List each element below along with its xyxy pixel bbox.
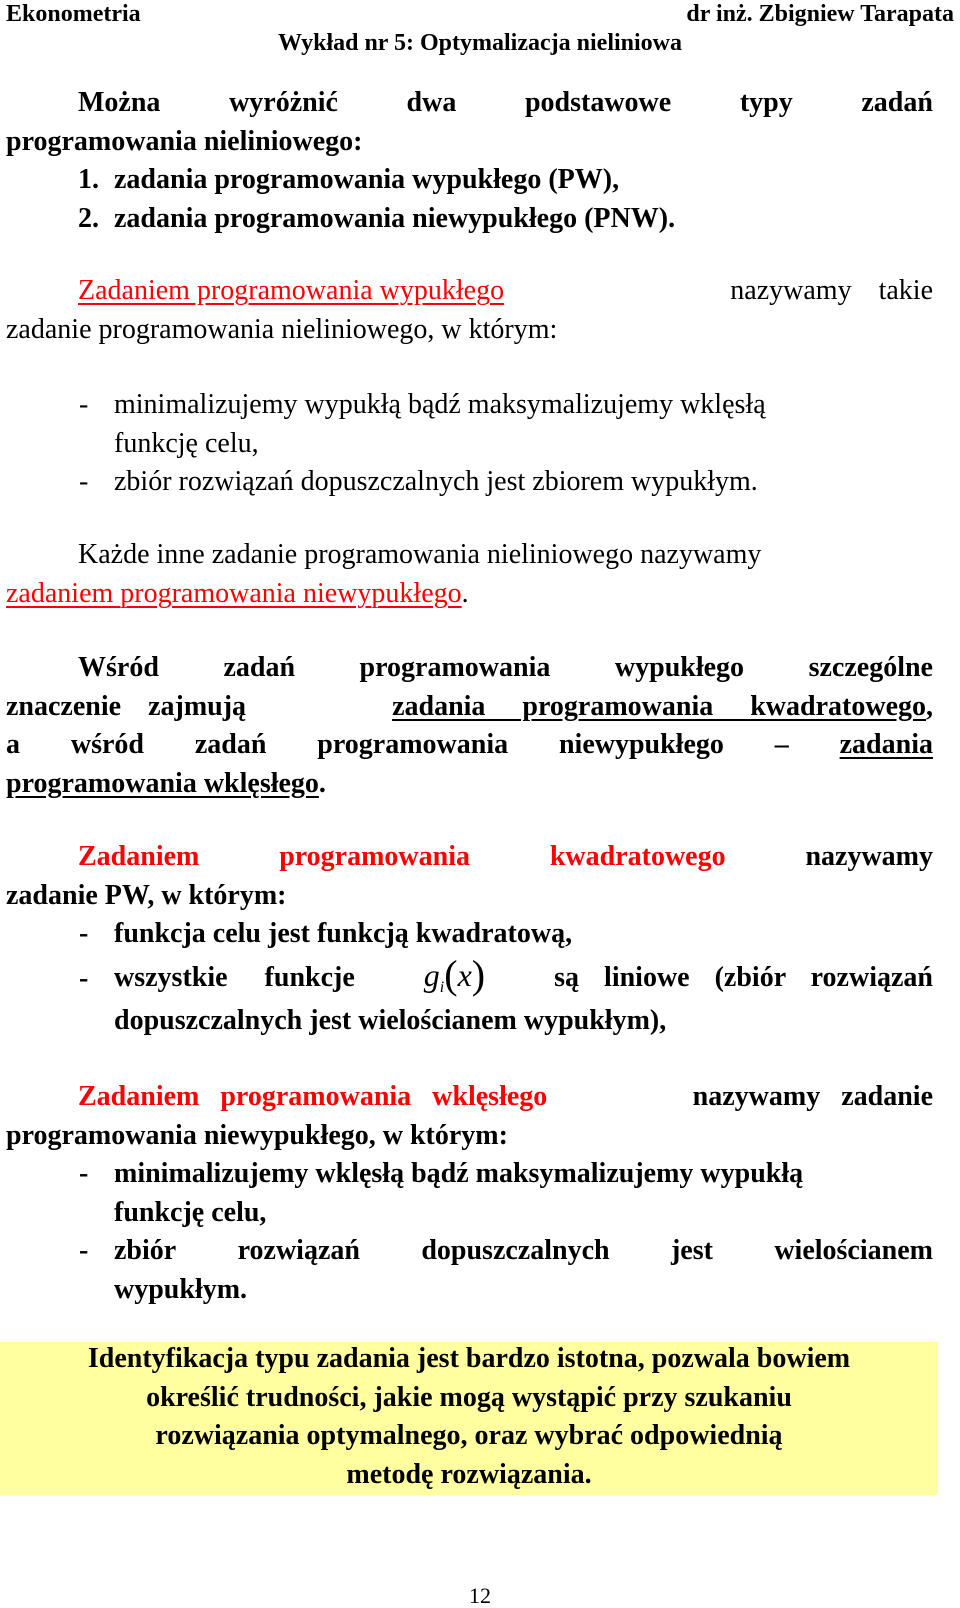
highlight-line: określić trudności, jakie mogą wystąpić przy szukaniu xyxy=(146,1381,792,1413)
word: typy xyxy=(739,87,793,118)
word: zadań xyxy=(223,652,296,683)
word: rozwiązań xyxy=(237,1235,360,1266)
special-line-1 xyxy=(6,649,933,688)
word: programowania xyxy=(359,652,551,683)
word: nazywamy xyxy=(805,841,933,872)
word: wypukłego xyxy=(614,652,745,683)
list-item xyxy=(6,200,933,239)
page-number: 12 xyxy=(469,1583,491,1608)
intro-line-2: programowania nieliniowego: xyxy=(6,125,363,157)
intro-line-1 xyxy=(6,84,933,123)
list-text: zadania programowania wypukłego (PW), xyxy=(114,164,620,195)
quadratic-line-2: zadanie PW, w którym: xyxy=(6,879,287,911)
word: wyróżnić xyxy=(229,87,338,118)
quadratic-line-1 xyxy=(6,838,933,877)
term-wrap xyxy=(392,688,933,727)
concave-line-2: programowania niewypukłego, w którym: xyxy=(6,1119,508,1151)
special-cases-paragraph xyxy=(6,649,933,803)
word: zbiór xyxy=(114,1235,177,1266)
word: jest xyxy=(670,1235,713,1266)
bullet-item xyxy=(6,1232,933,1309)
bullet-dash: - xyxy=(79,918,89,949)
bullet-dash: - xyxy=(79,962,89,994)
bullet-text: minimalizujemy wklęsłą bądź maksymalizujemy wypukłą xyxy=(114,1158,804,1189)
special-term-concave-1: zadania xyxy=(839,729,933,760)
special-line-2 xyxy=(6,688,933,727)
concave-definition xyxy=(6,1078,933,1309)
word: Wśród xyxy=(78,652,159,683)
bullet-text: wypukłym. xyxy=(114,1273,248,1305)
word: wśród xyxy=(70,729,144,760)
math-subscript: i xyxy=(439,978,445,996)
bullet-dash: - xyxy=(79,1158,89,1189)
bullet-text: są liniowe (zbiór rozwiązań xyxy=(554,961,933,993)
bullet-dash: - xyxy=(79,1235,89,1266)
special-line-3 xyxy=(6,726,933,765)
definition-term: zadaniem programowania niewypukłego xyxy=(6,577,462,609)
special-term-concave-2: programowania wklęsłego xyxy=(6,767,319,799)
highlight-line: Identyfikacja typu zadania jest bardzo istotna, pozwala bowiem xyxy=(87,1343,851,1374)
highlight-line: metodę rozwiązania. xyxy=(346,1458,592,1490)
punct: . xyxy=(461,577,469,609)
word: zadań xyxy=(194,729,267,760)
bullet-text: wszystkie funkcje xyxy=(114,961,355,993)
header-lecture-title: Wykład nr 5: Optymalizacja nieliniowa xyxy=(277,30,682,56)
bullet-item xyxy=(6,386,933,463)
math-paren: ) xyxy=(471,951,486,997)
bullet-text-line xyxy=(114,1232,933,1271)
bullet-dash: - xyxy=(79,389,89,420)
convex-bullets xyxy=(6,386,933,502)
definition-term: Zadaniem programowania wypukłego xyxy=(78,275,505,306)
bullet-item xyxy=(6,951,933,1041)
highlight-line: rozwiązania optymalnego, oraz wybrać odpowiednią xyxy=(155,1420,783,1451)
word: szczególne xyxy=(808,652,933,683)
bullet-item xyxy=(6,915,933,954)
text: nazywamy zadanie xyxy=(692,1081,933,1112)
bullet-item xyxy=(6,1155,933,1232)
word: a xyxy=(6,729,20,760)
bullet-text: zbiór rozwiązań dopuszczalnych jest zbiorem wypukłym. xyxy=(114,466,758,497)
bullet-text: funkcję celu, xyxy=(114,427,259,459)
quadratic-definition xyxy=(6,838,933,1040)
nonconvex-definition xyxy=(6,536,933,613)
list-number: 1. xyxy=(78,164,99,195)
text: nazywamy takie xyxy=(730,275,933,306)
term-word: Zadaniem xyxy=(78,841,200,872)
bullet-item xyxy=(6,463,933,502)
word: dopuszczalnych xyxy=(421,1235,610,1266)
special-term-quadratic: zadania programowania kwadratowego xyxy=(392,690,926,722)
nonconvex-line-2 xyxy=(6,575,933,614)
word: programowania xyxy=(317,729,509,760)
punct: , xyxy=(926,690,933,722)
math-symbol: g xyxy=(423,956,440,993)
word: – xyxy=(774,729,789,760)
word: Można xyxy=(78,87,161,118)
nonconvex-line-1: Każde inne zadanie programowania nieliniowego nazywamy xyxy=(78,539,762,570)
convex-line-2: zadanie programowania nieliniowego, w którym: xyxy=(6,313,558,345)
header-course-title: Ekonometria xyxy=(6,1,141,27)
word: podstawowe xyxy=(524,87,672,118)
concave-line-1 xyxy=(6,1078,933,1117)
convex-line-1 xyxy=(6,272,933,311)
text: znaczenie zajmują xyxy=(6,690,247,722)
header-author: dr inż. Zbigniew Tarapata xyxy=(686,1,954,27)
word: dwa xyxy=(406,87,457,118)
bullet-text: dopuszczalnych jest wielościanem wypukłym), xyxy=(114,1004,667,1036)
list-text: zadania programowania niewypukłego (PNW). xyxy=(114,202,676,234)
bullet-dash: - xyxy=(79,466,89,497)
math-paren: ( xyxy=(444,951,458,997)
punct: . xyxy=(318,767,326,799)
word: wielościanem xyxy=(774,1235,933,1266)
highlight-box-text xyxy=(0,1340,938,1494)
bullet-text: funkcja celu jest funkcją kwadratową, xyxy=(114,918,573,949)
list-number: 2. xyxy=(78,202,99,234)
word: niewypukłego xyxy=(558,729,724,760)
special-line-4 xyxy=(6,765,933,804)
list-item xyxy=(6,161,933,200)
bullet-text-line xyxy=(114,951,933,1002)
formula-gi-x xyxy=(423,951,486,1008)
term-word: kwadratowego xyxy=(549,841,726,872)
intro-paragraph xyxy=(6,84,933,238)
convex-definition xyxy=(6,272,933,349)
math-variable: x xyxy=(457,956,472,993)
bullet-text: funkcję celu, xyxy=(114,1196,267,1228)
definition-term: Zadaniem programowania wklęsłego xyxy=(78,1081,548,1112)
bullet-text: minimalizujemy wypukłą bądź maksymalizujemy wklęsłą xyxy=(114,389,766,420)
term-word: programowania xyxy=(279,841,471,872)
word: zadań xyxy=(861,87,933,118)
